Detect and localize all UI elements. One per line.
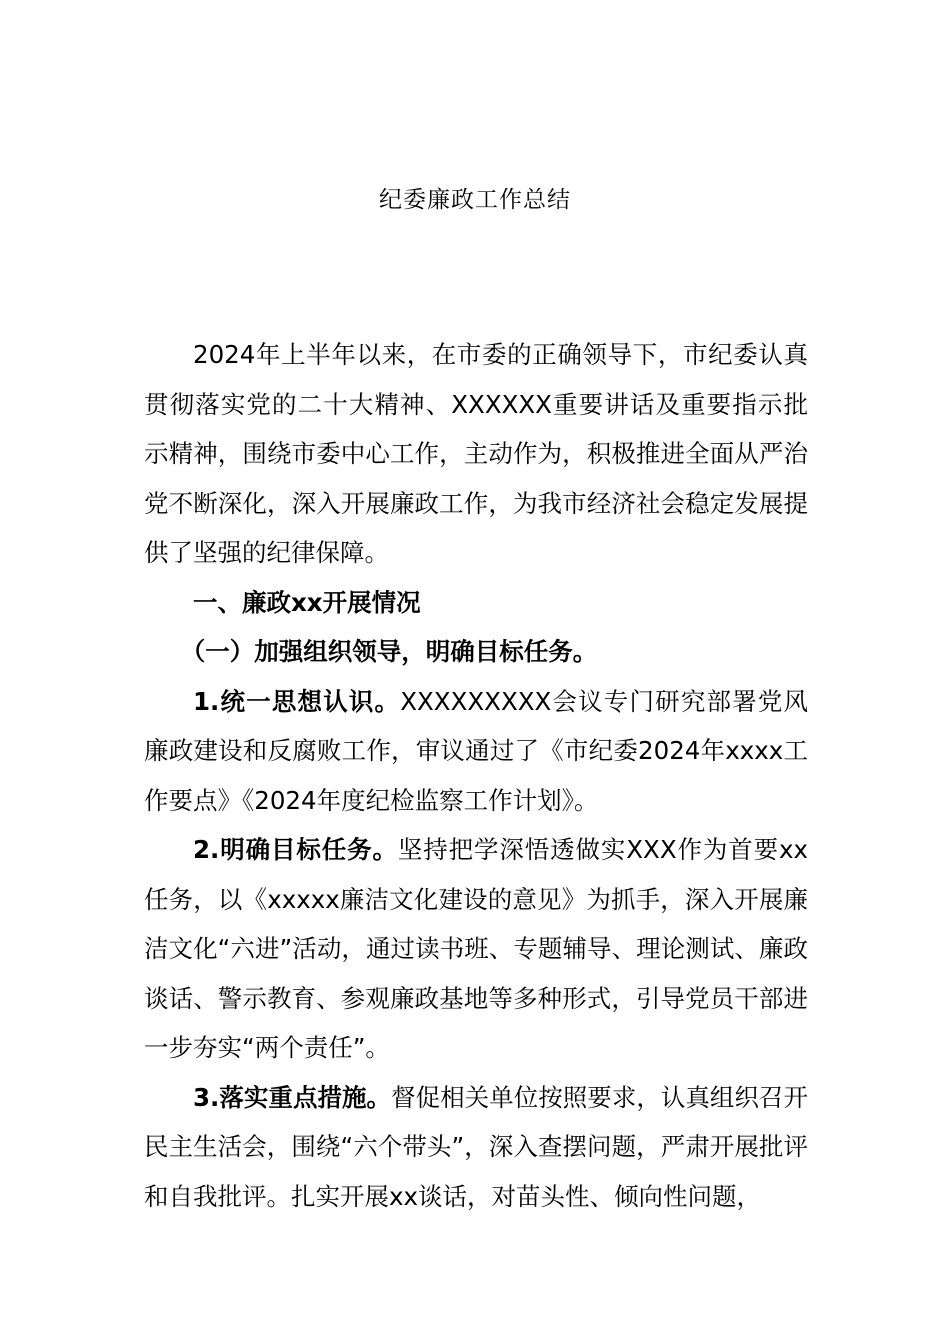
document-title: 纪委廉政工作总结	[379, 187, 571, 213]
item-paragraph-3	[144, 1073, 808, 1222]
item-paragraph-1	[144, 677, 808, 826]
item-text-2: 坚持把学深悟透做实XXX作为首要xx任务，以《xxxxx廉洁文化建设的意见》为抓手，深入开展廉洁文化“六进”活动，通过读书班、专题辅导、理论测试、廉政谈话、警示教育、参观廉政基地等多种形式，引导党员干部进一步夯实“两个责任”。	[144, 835, 808, 1062]
subsection-heading: （一）加强组织领导，明确目标任务。	[180, 637, 598, 666]
intro-paragraph: 2024年上半年以来，在市委的正确领导下，市纪委认真贯彻落实党的二十大精神、XXXXXX重要讲话及重要指示批示精神，围绕市委中心工作，主动作为，积极推进全面从严治党不断深化，深入开展廉政工作，为我市经济社会稳定发展提供了坚强的纪律保障。	[144, 340, 808, 567]
item-paragraph-2	[144, 825, 808, 1073]
item-text-3: 督促相关单位按照要求，认真组织召开民主生活会，围绕“六个带头”，深入查摆问题，严肃开展批评和自我批评。扎实开展xx谈话，对苗头性、倾向性问题，	[144, 1082, 809, 1211]
item-lead-3: 3.落实重点措施。	[193, 1082, 392, 1112]
document-body	[144, 330, 808, 1221]
item-lead-1: 1.统一思想认识。	[193, 686, 401, 716]
item-text-1: XXXXXXXXX会议专门研究部署党风廉政建设和反腐败工作，审议通过了《市纪委2024年xxxx工作要点》《2024年度纪检监察工作计划》。	[144, 686, 808, 815]
item-lead-2: 2.明确目标任务。	[193, 835, 398, 864]
section-heading: 一、廉政xx开展情况	[193, 587, 421, 617]
